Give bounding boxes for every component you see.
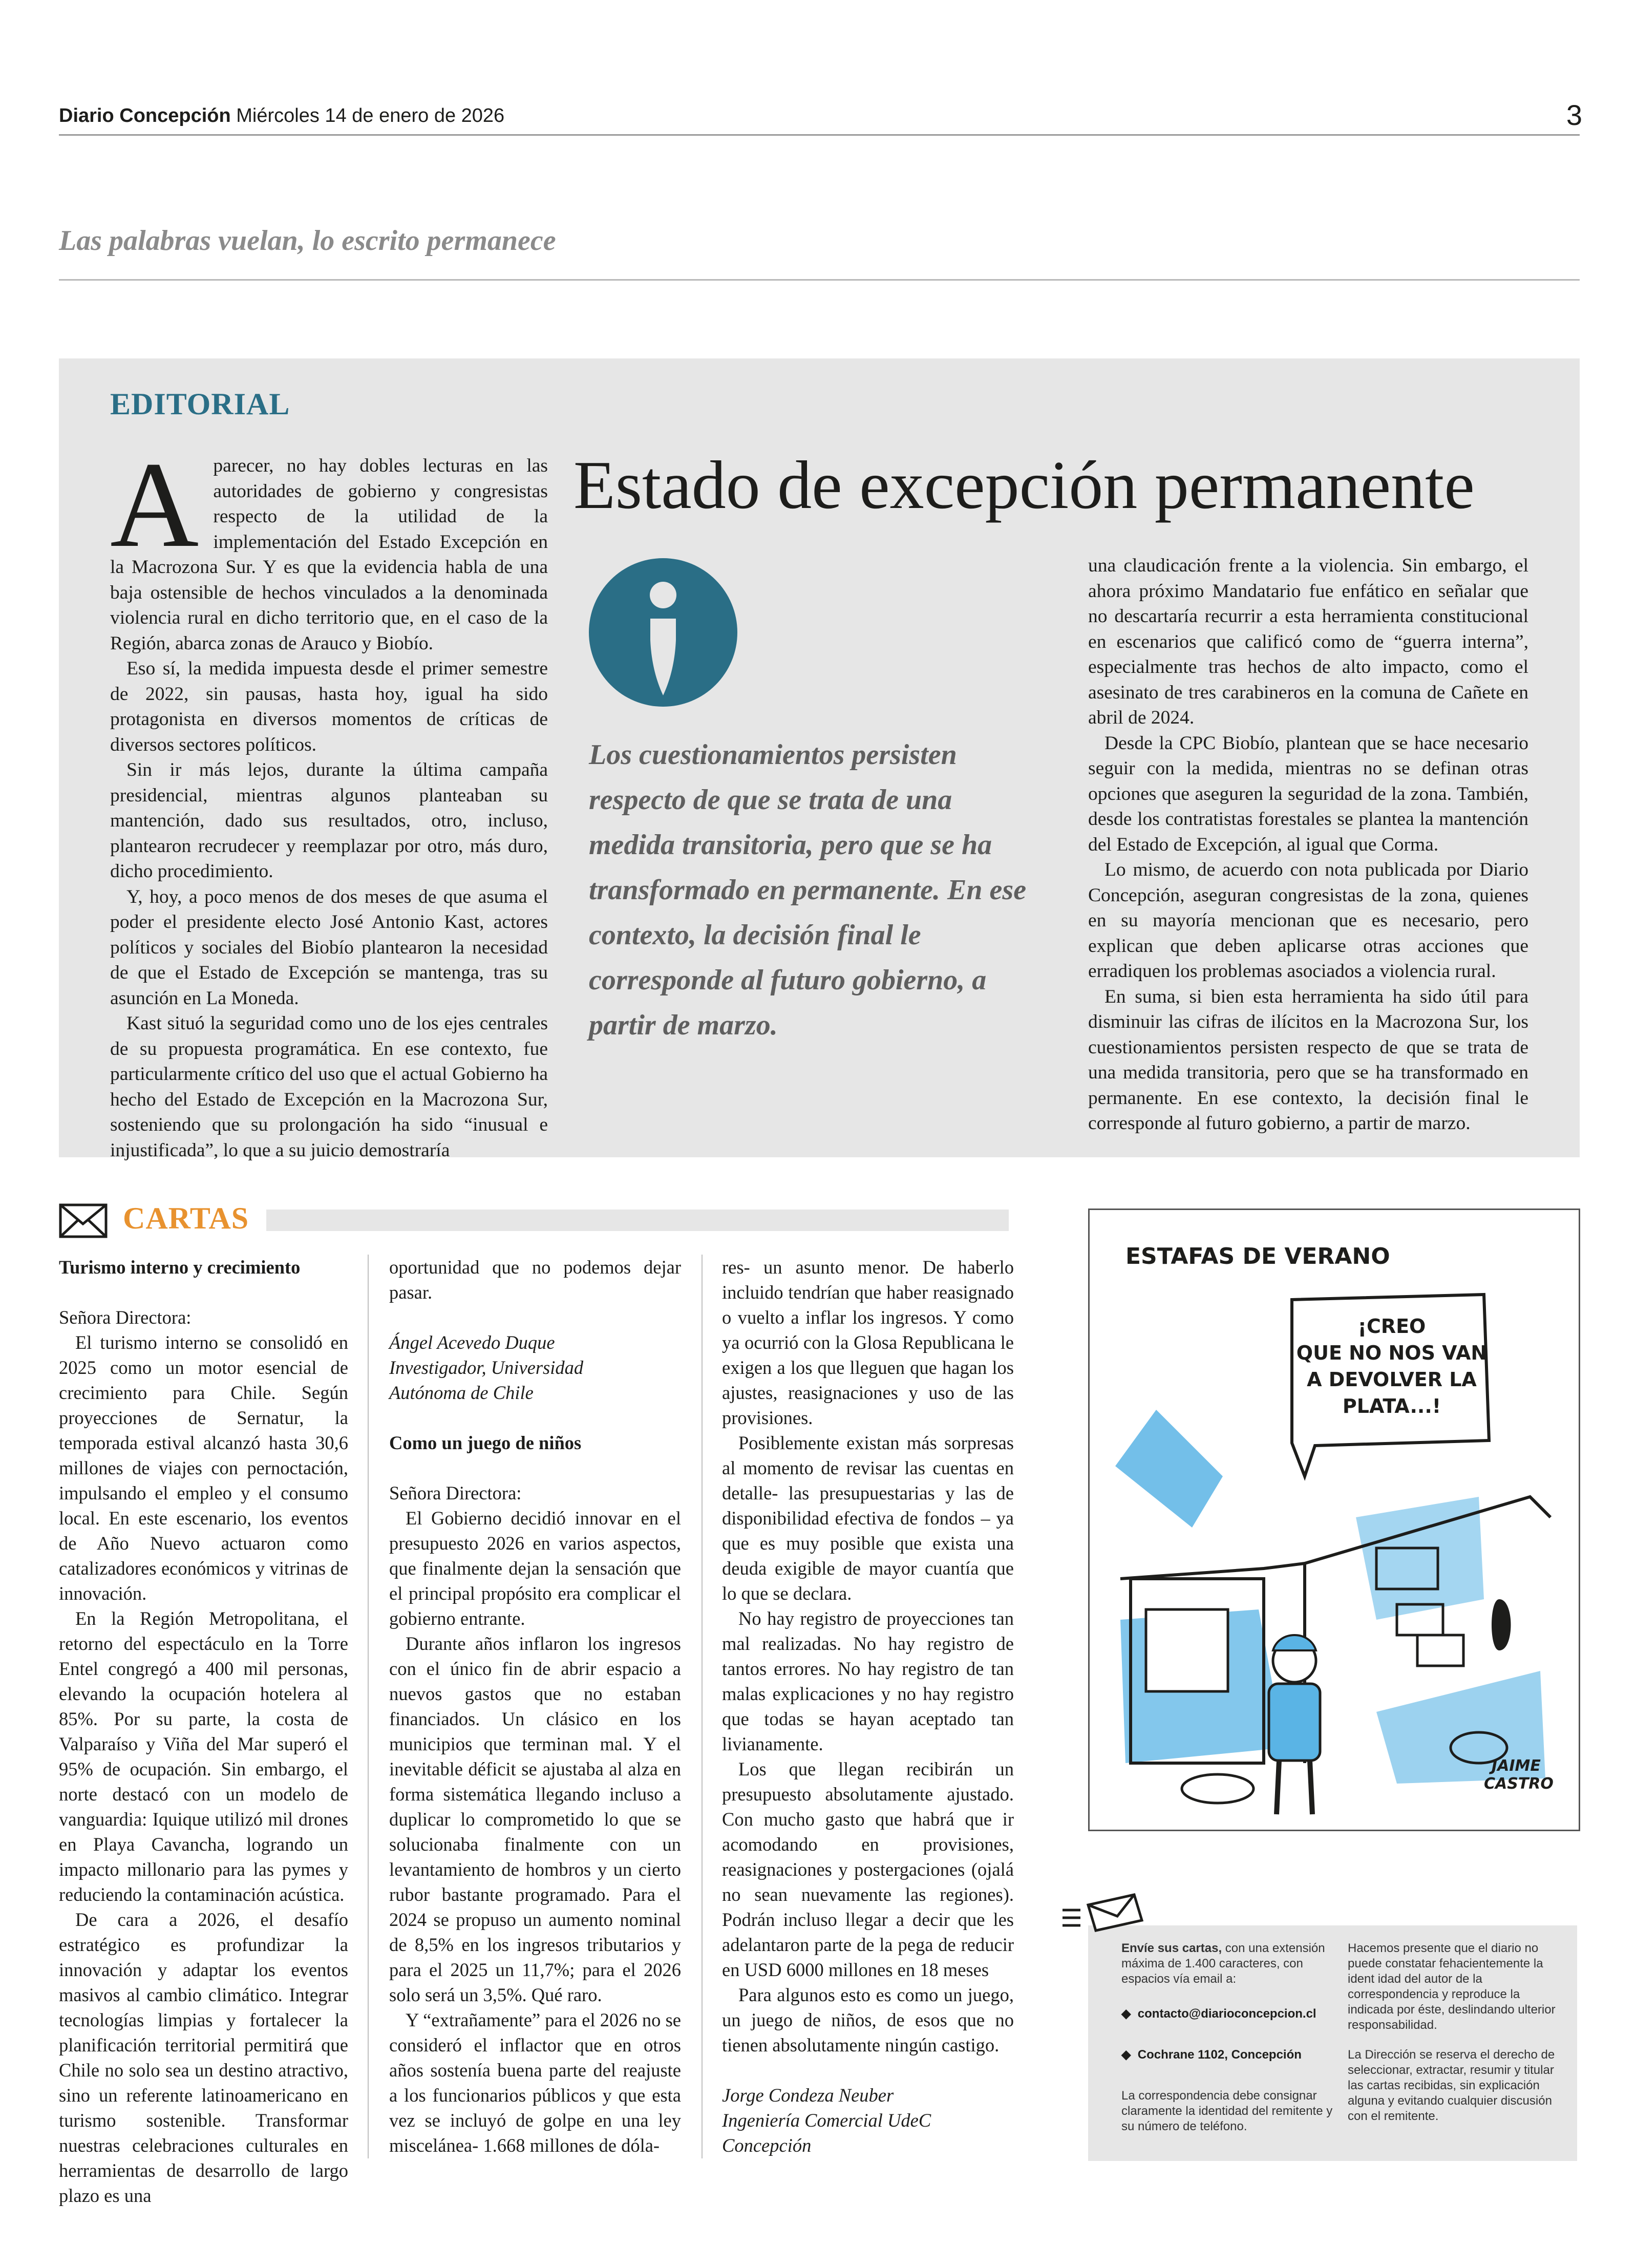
letter-signature-org: Autónoma de Chile <box>389 1382 534 1403</box>
mail-send-icon <box>1060 1890 1147 1936</box>
diamond-bullet-icon: ◆ <box>1121 2048 1138 2062</box>
cartas-header-bar <box>266 1210 1009 1231</box>
submit-lead: Envíe sus cartas, <box>1121 1941 1222 1955</box>
editorial-paragraph: Desde la CPC Biobío, plantean que se hace necesario seguir con la medida, mientras no se definan otras opciones que aseguren la seguridad de la zona. También, desde los contratistas forestales se plantea la mantención del Estado de Excepción, al igual que Corma. <box>1088 732 1528 855</box>
header-divider <box>59 134 1580 136</box>
editorial-column-1 <box>110 436 548 1163</box>
cartoon-illustration <box>1090 1210 1579 1830</box>
column-divider <box>702 1255 703 2158</box>
letter-paragraph: Y “extrañamente” para el 2026 no se consideró el inflactor que en otros años sostenía buena parte del reajuste a los funcionarios públicos y que esta vez se incluyó de golpe en una ley miscelánea- 1.668 millones de dóla- <box>389 2009 681 2156</box>
letter-paragraph: oportunidad que no podemos dejar pasar. <box>389 1257 681 1303</box>
submit-note-disclaimer: Hacemos presente que el diario no puede constatar fehacientemente la ident idad del autor de la correspondencia y reproduce la indicada por éste, deslindando ulterior responsabilidad. <box>1348 1941 1556 2032</box>
editorial-paragraph: Lo mismo, de acuerdo con nota publicada por Diario Concepción, aseguran congresistas de la zona, quienes en su mayoría mencionan que es necesario, pero explican que deben aplicarse otras acciones que erradiquen los problemas asociados a violencia rural. <box>1088 859 1528 982</box>
letter-paragraph: No hay registro de proyecciones tan mal realizadas. No hay registro de tantos errores. No hay registro de tan malas explicaciones y no hay registro que todas se hayan aceptado tan livianamente. <box>722 1608 1014 1754</box>
cartoonist-signature: JAIME <box>1492 1757 1541 1775</box>
submit-lead-rest: con una extensión máxima de 1.400 caracteres, con espacios vía email a: <box>1121 1941 1325 1986</box>
letter-paragraph: res- un asunto menor. De haberlo incluido tendrían que haber reasignado o vuelto a inflar los ingresos. Y como ya ocurrió con la Glosa Republicana le exigen a los que lleguen que hagan los ajustes, reasignaciones y uso de las provisiones. <box>722 1257 1014 1428</box>
page-number: 3 <box>1566 99 1582 131</box>
editorial-paragraph: una claudicación frente a la violencia. Sin embargo, el ahora próximo Mandatario fue enfático en señalar que no descartaría recurrir a esta herramienta constitucional en escenarios que calificó como de “guerra interna”, especialmente tras hechos de alto impacto, como el asesinato de tres carabineros en la comuna de Cañete en abril de 2024. <box>1088 555 1528 728</box>
letter-paragraph: El turismo interno se consolidó en 2025 como un motor esencial de crecimiento para Chile. Según proyecciones de Sernatur, la temporada estival alcanzó hasta 30,6 millones de viajes con pernoctación, impulsando el empleo y el consumo local. En este escenario, los eventos de Año Nuevo actuaron como catalizadores económicos y vitrinas de innovación. <box>59 1332 348 1604</box>
column-divider <box>368 1255 369 2158</box>
letter-paragraph: El Gobierno decidió innovar en el presupuesto 2026 en varios aspectos, que finalmente dejan la sensación que el principal propósito era complicar el gobierno entrante. <box>389 1508 681 1629</box>
submit-note-identity: La correspondencia debe consignar claramente la identidad del remitente y su número de teléfono. <box>1121 2089 1333 2133</box>
letter-title: Turismo interno y crecimiento <box>59 1257 301 1278</box>
letter-salutation: Señora Directora: <box>389 1482 522 1503</box>
letter-signature-role: Ingeniería Comercial UdeC <box>722 2110 931 2131</box>
letters-column-3 <box>722 1255 1014 2158</box>
editorial-paragraph: Eso sí, la medida impuesta desde el primer semestre de 2022, sin pausas, hasta hoy, igual ha sido protagonista en diversos momentos de críticas de diversos sectores políticos. <box>110 658 548 755</box>
cartoon-title: ESTAFAS DE VERANO <box>1125 1243 1390 1269</box>
letter-paragraph: Durante años inflaron los ingresos con el único fin de abrir espacio a nuevos gastos que no estaban financiados. Un clásico en los municipios que terminan mal. Y el inevitable déficit se ajustaba al alza en forma sistemática llegando incluso a duplicar lo comprometido lo que se solucionaba finalmente con un levantamiento de hombros y un cierto rubor bastante programado. Para el 2024 se propuso un aumento nominal de 8,5% en los ingresos tributarios y para el 2025 un 11,7%; para el 2026 solo será un 3,5%. Qué raro. <box>389 1633 681 2005</box>
editorial-column-3 <box>1088 553 1528 1136</box>
letter-signature-name: Jorge Condeza Neuber <box>722 2085 894 2106</box>
speech-line: A DEVOLVER LA <box>1307 1368 1477 1391</box>
submit-email-row <box>1121 2006 1336 2022</box>
editorial-title: Estado de excepción permanente <box>573 447 1475 523</box>
issue-date: Miércoles 14 de enero de 2026 <box>236 105 505 126</box>
speech-line: PLATA...! <box>1342 1395 1441 1417</box>
section-tagline: Las palabras vuelan, lo escrito permanece <box>59 225 556 257</box>
editorial-paragraph: Sin ir más lejos, durante la última campaña presidencial, mientras algunos planteaban su mantención, dado sus resultados, otro, incluso, plantearon recrudecer y reemplazar por otro, más duro, dicho procedimiento. <box>110 759 548 882</box>
diamond-bullet-icon: ◆ <box>1121 2007 1138 2021</box>
letter-signature-role: Investigador, Universidad <box>389 1357 584 1378</box>
masthead-line <box>59 105 504 127</box>
submit-address: Cochrane 1102, Concepción <box>1137 2048 1302 2062</box>
cartas-label: CARTAS <box>123 1201 249 1235</box>
editorial-pullquote: Los cuestionamientos persisten respecto de que se trata de una medida transitoria, pero que se ha transformado en permanente. En ese contexto, la decisión final le corresponde al futuro gobierno, a partir de marzo. <box>589 739 1027 1041</box>
letter-salutation: Señora Directora: <box>59 1307 192 1328</box>
drop-cap: A <box>110 436 199 573</box>
info-icon <box>589 558 737 707</box>
letter-paragraph: De cara a 2026, el desafío estratégico es profundizar la innovación y adaptar los eventos masivos al cambio climático. Integrar tecnologías limpias y fortalecer la planificación territorial permitirá que Chile no solo sea un destino atractivo, sino un referente latinoamericano en turismo sostenible. Transformar nuestras celebraciones culturales en herramientas de desarrollo de largo plazo es una <box>59 1909 348 2206</box>
speech-line: QUE NO NOS VAN <box>1296 1342 1488 1364</box>
letter-signature-name: Ángel Acevedo Duque <box>389 1332 555 1353</box>
letter-paragraph: Posiblemente existan más sorpresas al momento de revisar las cuentas en detalle- las presupuestarias y las de disponibilidad efectiva de fondos – ya que es muy posible que exista una deuda exigible de mayor cuantía que lo que se declara. <box>722 1432 1014 1604</box>
submit-note-editorial-rights: La Dirección se reserva el derecho de seleccionar, extractar, resumir y titular las cartas recibidas, sin explicación alguna y evitando cualquier discusión con el remitente. <box>1348 2048 1555 2123</box>
submit-instructions <box>1121 1941 1331 1987</box>
letter-paragraph: Para algunos esto es como un juego, un juego de niños, de esos que no tienen absolutamente ningún castigo. <box>722 1984 1014 2055</box>
editorial-paragraph: En suma, si bien esta herramienta ha sido útil para disminuir las cifras de ilícitos en la Macrozona Sur, los cuestionamientos persisten respecto de que se trata de una medida transitoria, pero que se ha transformado en permanente. En ese contexto, la decisión final le corresponde al futuro gobierno, a partir de marzo. <box>1088 986 1528 1134</box>
letter-signature-org: Concepción <box>722 2135 812 2156</box>
letter-paragraph: En la Región Metropolitana, el retorno del espectáculo en la Torre Entel congregó a 400 mil personas, elevando la ocupación hotelera al 85%. Por su parte, la costa de Valparaíso y Viña del Mar superó el 95% de ocupación. Sin embargo, el norte destacó con un modelo de vanguardia: Iquique utilizó mil drones en Playa Cavancha, logrando un impacto millonario para las pymes y reduciendo la contaminación acústica. <box>59 1608 348 1905</box>
cartoonist-signature: CASTRO <box>1484 1775 1554 1793</box>
editorial-paragraph: parecer, no hay dobles lecturas en las autoridades de gobierno y congresistas respecto de la utilidad de la implementación del Estado Excepción en la Macrozona Sur. Y es que la evidencia habla de una baja ostensible de hechos vinculados a la denominada violencia rural en dicho territorio que, en el caso de la Región, abarca zonas de Arauco y Biobío. <box>110 455 548 654</box>
letters-column-2 <box>389 1255 681 2158</box>
editorial-label: EDITORIAL <box>110 387 290 421</box>
speech-line: ¡CREO <box>1357 1315 1426 1338</box>
editorial-paragraph: Kast situó la seguridad como uno de los ejes centrales de su propuesta programática. En ese contexto, fue particularmente crítico del uso que el actual Gobierno ha hecho del Estado de Excepción en la Macrozona Sur, sosteniendo que su prolongación ha sido “inusual e injustificada”, lo que a su juicio demostraría <box>110 1013 548 1161</box>
submit-email[interactable]: contacto@diarioconcepcion.cl <box>1137 2007 1316 2021</box>
cartoon-frame <box>1088 1209 1580 1831</box>
paper-name: Diario Concepción <box>59 105 231 126</box>
letters-column-1 <box>59 1255 348 2208</box>
tagline-divider <box>59 279 1580 281</box>
editorial-paragraph: Y, hoy, a poco menos de dos meses de que asuma el poder el presidente electo José Antonio Kast, actores políticos y sociales del Biobío plantearon la necesidad de que el Estado de Excepción se mantenga, tras su asunción en La Moneda. <box>110 886 548 1009</box>
envelope-icon <box>59 1203 108 1238</box>
letter-title: Como un juego de niños <box>389 1432 582 1453</box>
submit-address-row <box>1121 2047 1336 2063</box>
letter-paragraph: Los que llegan recibirán un presupuesto absolutamente ajustado. Con mucho gasto que habrá que ir acomodando en provisiones, reasignaciones y postergaciones (ojalá no sean nuevamente las regiones). Podrán incluso llegar a decir que les adelantaron parte de la pega de reducir en USD 6000 millones en 18 meses <box>722 1758 1014 1980</box>
